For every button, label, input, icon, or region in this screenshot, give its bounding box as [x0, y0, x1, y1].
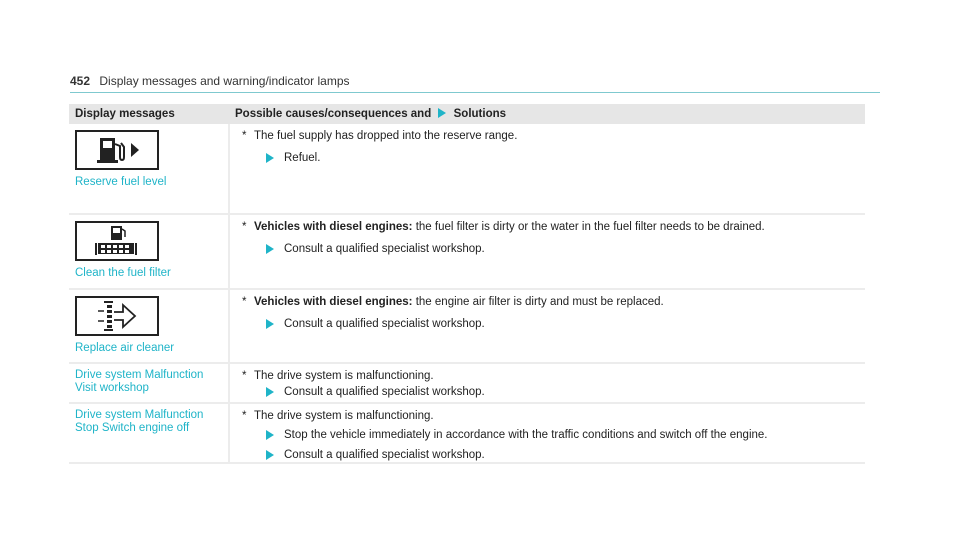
cause-cell — [229, 363, 865, 403]
cause-text: The drive system is malfunctioning. — [254, 410, 434, 422]
table-row — [69, 124, 865, 214]
message-cell — [69, 214, 229, 289]
solution-item — [236, 448, 859, 462]
display-messages-table — [69, 104, 865, 464]
solution-text: Stop the vehicle immediately in accordance with the traffic conditions and switch off the engine. — [284, 429, 768, 441]
page-header — [70, 74, 350, 88]
solution-arrow-icon — [266, 319, 274, 329]
table-row — [69, 363, 865, 403]
cause-text: The fuel supply has dropped into the reserve range. — [254, 130, 518, 142]
column-header-causes — [229, 104, 865, 124]
fuel-reserve-icon — [75, 130, 159, 170]
table-row — [69, 403, 865, 463]
solution-arrow-icon — [266, 387, 274, 397]
page-number: 452 — [70, 74, 91, 88]
solution-text: Consult a qualified specialist workshop. — [284, 243, 485, 255]
message-text: Drive system Malfunction Visit workshop — [75, 369, 204, 394]
message-text: Replace air cleaner — [75, 342, 175, 354]
solution-arrow-icon — [266, 450, 274, 460]
message-cell — [69, 403, 229, 463]
table-row — [69, 289, 865, 363]
solution-item — [236, 317, 859, 331]
solution-item — [236, 151, 859, 165]
header-rule — [70, 92, 880, 93]
cause-line: * The fuel supply has dropped into the reserve range. — [242, 130, 518, 142]
solution-item — [236, 242, 859, 256]
solution-text: Consult a qualified specialist workshop. — [284, 386, 485, 398]
cause-condition: Vehicles with diesel engines: — [254, 296, 413, 308]
column-header-causes-label: Possible causes/consequences and — [235, 108, 432, 120]
solutions-arrow-icon — [438, 108, 446, 118]
column-header-solutions-label: Solutions — [453, 108, 507, 120]
table-header-row — [69, 104, 865, 124]
cause-cell — [229, 403, 865, 463]
message-text: Reserve fuel level — [75, 176, 167, 188]
cause-text: The drive system is malfunctioning. — [254, 370, 434, 382]
message-cell — [69, 124, 229, 214]
cause-line: * Vehicles with diesel engines: the engine air filter is dirty and must be replaced. — [242, 296, 664, 308]
section-title: Display messages and warning/indicator lamps — [99, 74, 350, 88]
solution-text: Refuel. — [284, 152, 321, 164]
message-text: Clean the fuel filter — [75, 267, 171, 279]
cause-line: * The drive system is malfunctioning. — [242, 410, 434, 422]
solution-text: Consult a qualified specialist workshop. — [284, 449, 485, 461]
message-cell — [69, 289, 229, 363]
solution-arrow-icon — [266, 244, 274, 254]
table-row — [69, 214, 865, 289]
cause-condition: Vehicles with diesel engines: — [254, 221, 413, 233]
cause-cell — [229, 124, 865, 214]
message-cell — [69, 363, 229, 403]
solution-item — [236, 428, 859, 442]
air-filter-icon — [75, 296, 159, 336]
message-text: Drive system Malfunction Stop Switch engine off — [75, 409, 204, 434]
cause-text: the fuel filter is dirty or the water in the fuel filter needs to be drained. — [415, 221, 765, 233]
solution-item — [236, 385, 859, 399]
cause-cell — [229, 289, 865, 363]
solution-arrow-icon — [266, 430, 274, 440]
cause-line: * The drive system is malfunctioning. — [242, 370, 434, 382]
fuel-filter-icon — [75, 221, 159, 261]
cause-cell — [229, 214, 865, 289]
cause-line: * Vehicles with diesel engines: the fuel filter is dirty or the water in the fuel filter needs to be drained. — [242, 221, 765, 233]
solution-text: Consult a qualified specialist workshop. — [284, 318, 485, 330]
cause-text: the engine air filter is dirty and must be replaced. — [415, 296, 664, 308]
solution-arrow-icon — [266, 153, 274, 163]
column-header-messages: Display messages — [69, 104, 229, 124]
